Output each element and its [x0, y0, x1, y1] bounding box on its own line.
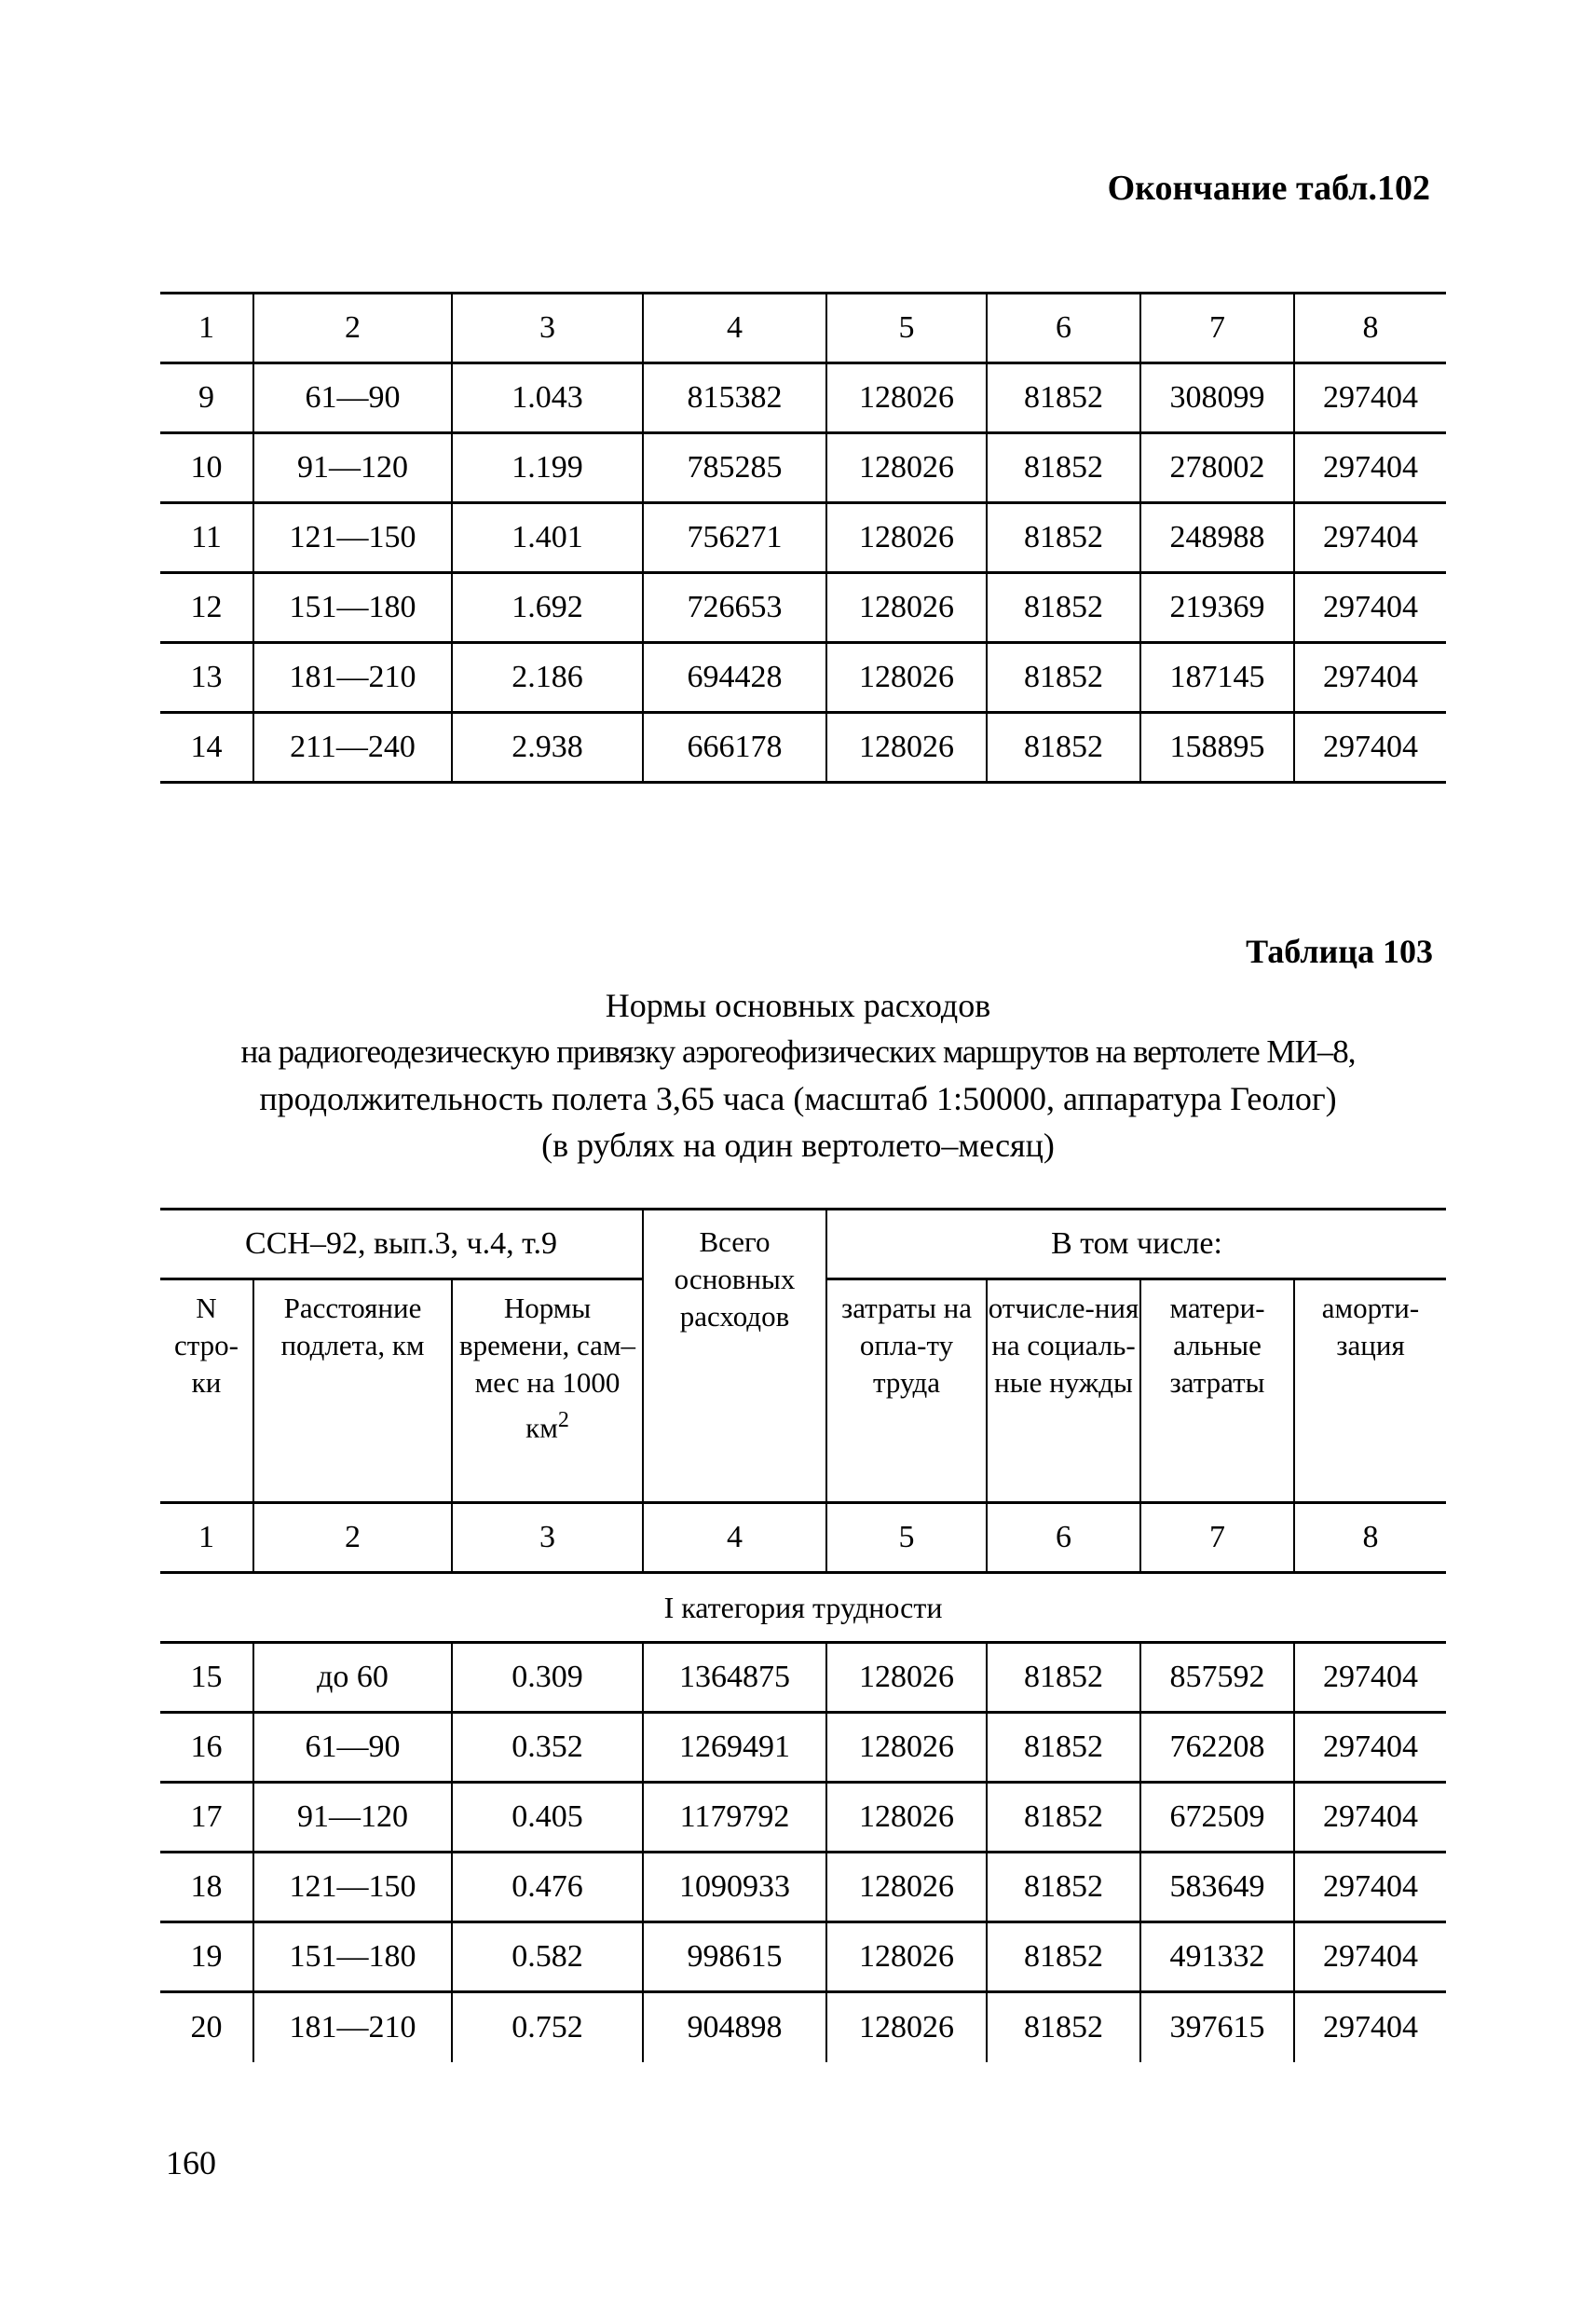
col-number: 1: [160, 1503, 253, 1573]
table-cell: 297404: [1294, 1922, 1446, 1992]
table-cell: 0.752: [452, 1992, 643, 2062]
table-row: [160, 573, 1446, 643]
group-right-header: В том числе:: [826, 1210, 1446, 1279]
table-cell: 128026: [826, 503, 987, 573]
col-header-row-number: N стро-ки: [160, 1279, 253, 1503]
table-cell: 0.352: [452, 1713, 643, 1783]
table-cell: 9: [160, 363, 253, 433]
table-row: [160, 503, 1446, 573]
table-cell: 397615: [1140, 1992, 1294, 2062]
table-row: [160, 433, 1446, 503]
table-cell: 1.043: [452, 363, 643, 433]
table-cell: 694428: [643, 643, 826, 713]
col-number: 8: [1294, 1503, 1446, 1573]
table-cell: 91—120: [253, 1783, 452, 1853]
table-cell: 81852: [987, 1992, 1140, 2062]
table-cell: 187145: [1140, 643, 1294, 713]
table-cell: 151—180: [253, 573, 452, 643]
table-cell: 297404: [1294, 503, 1446, 573]
table-cell: 151—180: [253, 1922, 452, 1992]
table-cell: 672509: [1140, 1783, 1294, 1853]
table-103-label: Таблица 103: [1246, 933, 1433, 970]
table-cell: 20: [160, 1992, 253, 2062]
col-number: 1: [160, 294, 253, 363]
table-cell: 128026: [826, 363, 987, 433]
table-row: [160, 643, 1446, 713]
table-cell: 19: [160, 1922, 253, 1992]
table-cell: 81852: [987, 363, 1140, 433]
table-cell: 81852: [987, 1713, 1140, 1783]
table-cell: 121—150: [253, 1853, 452, 1922]
table-cell: 1364875: [643, 1643, 826, 1713]
table-cell: 297404: [1294, 363, 1446, 433]
table-cell: 128026: [826, 1713, 987, 1783]
col-number: 8: [1294, 294, 1446, 363]
table-cell: 81852: [987, 573, 1140, 643]
group-left-header: ССН–92, вып.3, ч.4, т.9: [160, 1210, 643, 1279]
table-cell: 904898: [643, 1992, 826, 2062]
table-cell: 16: [160, 1713, 253, 1783]
table-cell: 491332: [1140, 1922, 1294, 1992]
table-cell: 278002: [1140, 433, 1294, 503]
col-header-distance: Расстояние подлета, км: [253, 1279, 452, 1503]
col-number: 7: [1140, 294, 1294, 363]
col-number: 4: [643, 294, 826, 363]
table-cell: 81852: [987, 1783, 1140, 1853]
table-header-row: [160, 294, 1446, 363]
table-cell: 297404: [1294, 643, 1446, 713]
table-cell: 81852: [987, 1922, 1140, 1992]
table-cell: 12: [160, 573, 253, 643]
table-cell: 81852: [987, 643, 1140, 713]
table-cell: 297404: [1294, 1643, 1446, 1713]
table-cell: 815382: [643, 363, 826, 433]
table-cell: 583649: [1140, 1853, 1294, 1922]
table-cell: 762208: [1140, 1713, 1294, 1783]
table-cell: 81852: [987, 1853, 1140, 1922]
col-number: 3: [452, 1503, 643, 1573]
col-header-labor-costs: затраты на опла-ту труда: [826, 1279, 987, 1503]
table-cell: 128026: [826, 433, 987, 503]
table-cell: 13: [160, 643, 253, 713]
table-cell: 128026: [826, 1783, 987, 1853]
table-cell: 121—150: [253, 503, 452, 573]
table-cell: 128026: [826, 1643, 987, 1713]
col-number: 2: [253, 294, 452, 363]
table-cell: 128026: [826, 1922, 987, 1992]
table-cell: 181—210: [253, 643, 452, 713]
page-number: 160: [166, 2144, 216, 2181]
table-cell: 297404: [1294, 433, 1446, 503]
col-number: 5: [826, 294, 987, 363]
table-row: [160, 1853, 1446, 1922]
table-103-heading-line: на радиогеодезическую привязку аэрогеофизических маршрутов на вертолете МИ–8,: [240, 1033, 1356, 1070]
table-cell: 15: [160, 1643, 253, 1713]
superscript: 2: [557, 1408, 569, 1432]
table-cell: 297404: [1294, 1992, 1446, 2062]
table-cell: 297404: [1294, 1783, 1446, 1853]
col-number: 4: [643, 1503, 826, 1573]
table-cell: 1090933: [643, 1853, 826, 1922]
continuation-title: Окончание табл.102: [1107, 169, 1430, 208]
table-row: [160, 1783, 1446, 1853]
col-number: 2: [253, 1503, 452, 1573]
table-cell: 128026: [826, 643, 987, 713]
table-row: [160, 363, 1446, 433]
table-cell: 297404: [1294, 1713, 1446, 1783]
table-cell: 91—120: [253, 433, 452, 503]
table-cell: 10: [160, 433, 253, 503]
category-row: [160, 1573, 1446, 1643]
table-cell: 0.476: [452, 1853, 643, 1922]
table-cell: 248988: [1140, 503, 1294, 573]
table-cell: 158895: [1140, 713, 1294, 783]
table-cell: 0.309: [452, 1643, 643, 1713]
table-cell: 81852: [987, 1643, 1140, 1713]
col-number: 6: [987, 1503, 1140, 1573]
table-cell: 181—210: [253, 1992, 452, 2062]
table-cell: 17: [160, 1783, 253, 1853]
table-cell: 308099: [1140, 363, 1294, 433]
table-cell: 128026: [826, 573, 987, 643]
col-number: 6: [987, 294, 1140, 363]
total-header: Всего основных расходов: [643, 1210, 826, 1503]
table-cell: 211—240: [253, 713, 452, 783]
table-cell: 81852: [987, 433, 1140, 503]
table-103-heading-line: Нормы основных расходов: [605, 987, 991, 1024]
col-number: 7: [1140, 1503, 1294, 1573]
table-103-heading-line: продолжительность полета 3,65 часа (масштаб 1:50000, аппаратура Геолог): [259, 1080, 1337, 1117]
table-cell: 726653: [643, 573, 826, 643]
table-cell: 128026: [826, 713, 987, 783]
table-cell: до 60: [253, 1643, 452, 1713]
table-cell: 297404: [1294, 573, 1446, 643]
table-cell: 857592: [1140, 1643, 1294, 1713]
table-cell: 1.199: [452, 433, 643, 503]
table-102: [160, 292, 1446, 784]
table-cell: 1.401: [452, 503, 643, 573]
table-cell: 128026: [826, 1853, 987, 1922]
table-cell: 61—90: [253, 363, 452, 433]
col-header-materials: матери-альные затраты: [1140, 1279, 1294, 1503]
table-cell: 61—90: [253, 1713, 452, 1783]
col-header-time-norms: [452, 1279, 643, 1503]
table-cell: 998615: [643, 1922, 826, 1992]
table-row: [160, 1922, 1446, 1992]
table-cell: 1.692: [452, 573, 643, 643]
table-row: [160, 1643, 1446, 1713]
table-cell: 1269491: [643, 1713, 826, 1783]
col-header-time-norms-text: Нормы времени, сам–мес на 1000 км: [459, 1292, 635, 1444]
table-cell: 666178: [643, 713, 826, 783]
table-row: [160, 713, 1446, 783]
col-number: 5: [826, 1503, 987, 1573]
col-header-amortization: аморти-зация: [1294, 1279, 1446, 1503]
table-row: [160, 1992, 1446, 2062]
table-103: [160, 1208, 1446, 2062]
table-cell: 11: [160, 503, 253, 573]
table-cell: 81852: [987, 713, 1140, 783]
col-header-social: отчисле-ния на социаль-ные нужды: [987, 1279, 1140, 1503]
table-row: [160, 1713, 1446, 1783]
col-number: 3: [452, 294, 643, 363]
table-cell: 297404: [1294, 713, 1446, 783]
category-label: I категория трудности: [160, 1573, 1446, 1643]
table-cell: 2.186: [452, 643, 643, 713]
table-cell: 756271: [643, 503, 826, 573]
table-cell: 219369: [1140, 573, 1294, 643]
table-cell: 14: [160, 713, 253, 783]
table-cell: 81852: [987, 503, 1140, 573]
table-cell: 0.405: [452, 1783, 643, 1853]
table-cell: 18: [160, 1853, 253, 1922]
table-cell: 2.938: [452, 713, 643, 783]
column-number-row: [160, 1503, 1446, 1573]
table-cell: 297404: [1294, 1853, 1446, 1922]
table-cell: 0.582: [452, 1922, 643, 1992]
table-cell: 128026: [826, 1992, 987, 2062]
table-103-heading-line: (в рублях на один вертолето–месяц): [541, 1127, 1055, 1164]
group-header-row: [160, 1210, 1446, 1279]
table-cell: 1179792: [643, 1783, 826, 1853]
table-cell: 785285: [643, 433, 826, 503]
